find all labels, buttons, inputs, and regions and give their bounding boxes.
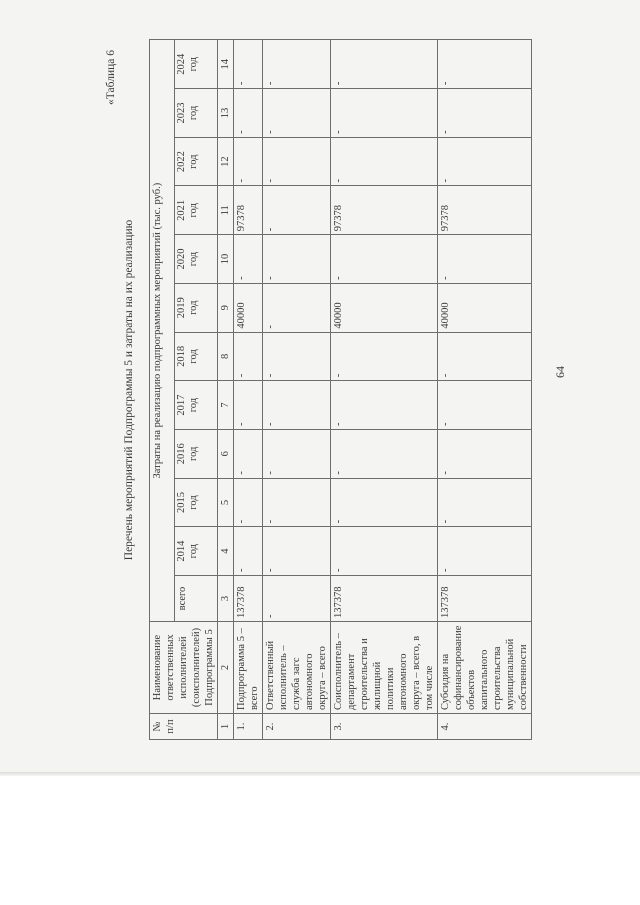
header-year-2014: 2014 год: [175, 527, 218, 576]
document-title: Перечень мероприятий Подпрограммы 5 и затраты на их реализацию: [123, 219, 135, 561]
column-number: 1: [218, 714, 234, 740]
column-number: 14: [218, 40, 234, 89]
cell-2021: 97378: [234, 186, 263, 235]
header-name: Наименование ответственных исполнителей (соисполнителей) Подпрограммы 5: [150, 622, 218, 714]
cell-2016: -: [263, 429, 331, 478]
table-row: [263, 40, 331, 740]
column-number: 3: [218, 576, 234, 622]
column-number: 7: [218, 381, 234, 430]
cell-2017: -: [263, 381, 331, 430]
cell-2019: 40000: [438, 283, 532, 332]
cell-2018: -: [438, 332, 532, 381]
cell-2015: -: [331, 478, 438, 527]
row-name: Соисполнитель – департамент строительства и жилищной политики автономного округа – всего, в том числе: [331, 622, 438, 714]
cell-2024: -: [234, 40, 263, 89]
cell-2016: -: [331, 429, 438, 478]
column-number: 11: [218, 186, 234, 235]
header-year-2023: 2023 год: [175, 89, 218, 138]
header-year-2015: 2015 год: [175, 478, 218, 527]
header-year-2021: 2021 год: [175, 186, 218, 235]
costs-table: [149, 39, 532, 740]
cell-2014: -: [234, 527, 263, 576]
row-name: Субсидия на софинансирование объектов капитального строительства муниципальной собственности: [438, 622, 532, 714]
header-year-2016: 2016 год: [175, 429, 218, 478]
cell-2014: -: [438, 527, 532, 576]
row-name: Подпрограмма 5 – всего: [234, 622, 263, 714]
cell-2020: -: [438, 235, 532, 284]
cell-2022: -: [234, 137, 263, 186]
cell-2017: -: [331, 381, 438, 430]
cell-2017: -: [438, 381, 532, 430]
cell-2016: -: [438, 429, 532, 478]
header-no: № п/п: [150, 714, 218, 740]
cell-2021: 97378: [331, 186, 438, 235]
header-total: всего: [175, 576, 218, 622]
cell-2015: -: [263, 478, 331, 527]
rotated-content: [105, 40, 605, 740]
cell-2018: -: [331, 332, 438, 381]
column-number: 2: [218, 622, 234, 714]
cell-2016: -: [234, 429, 263, 478]
cell-2020: -: [234, 235, 263, 284]
row-total: -: [263, 576, 331, 622]
row-total: 137378: [234, 576, 263, 622]
cell-2018: -: [263, 332, 331, 381]
table-label: «Таблица 6: [105, 50, 117, 105]
column-number: 13: [218, 89, 234, 138]
row-name: Ответственный исполнитель – служба загс автономного округа – всего: [263, 622, 331, 714]
cell-2014: -: [263, 527, 331, 576]
column-numbers-row: [218, 40, 234, 740]
page-edge-shadow: [0, 772, 640, 776]
cell-2020: -: [263, 235, 331, 284]
cell-2022: -: [438, 137, 532, 186]
cell-2018: -: [234, 332, 263, 381]
row-number: 4.: [438, 714, 532, 740]
column-number: 5: [218, 478, 234, 527]
cell-2023: -: [263, 89, 331, 138]
column-number: 12: [218, 137, 234, 186]
row-total: 137378: [438, 576, 532, 622]
cell-2023: -: [331, 89, 438, 138]
table-row: [234, 40, 263, 740]
header-year-2017: 2017 год: [175, 381, 218, 430]
cell-2019: 40000: [234, 283, 263, 332]
row-number: 2.: [263, 714, 331, 740]
cell-2019: 40000: [331, 283, 438, 332]
column-number: 8: [218, 332, 234, 381]
row-total: 137378: [331, 576, 438, 622]
header-year-2024: 2024 год: [175, 40, 218, 89]
row-number: 1.: [234, 714, 263, 740]
cell-2017: -: [234, 381, 263, 430]
cell-2021: 97378: [438, 186, 532, 235]
header-row-1: [150, 40, 175, 740]
column-number: 10: [218, 235, 234, 284]
cell-2023: -: [234, 89, 263, 138]
column-number: 4: [218, 527, 234, 576]
cell-2024: -: [331, 40, 438, 89]
header-year-2022: 2022 год: [175, 137, 218, 186]
column-number: 6: [218, 429, 234, 478]
cell-2024: -: [438, 40, 532, 89]
cell-2023: -: [438, 89, 532, 138]
table-row: [438, 40, 532, 740]
cell-2024: -: [263, 40, 331, 89]
row-number: 3.: [331, 714, 438, 740]
header-year-2018: 2018 год: [175, 332, 218, 381]
column-number: 9: [218, 283, 234, 332]
cell-2022: -: [331, 137, 438, 186]
header-costs-group: Затраты на реализацию подпрограммных мероприятий (тыс. руб.): [150, 40, 175, 622]
cell-2019: -: [263, 283, 331, 332]
cell-2020: -: [331, 235, 438, 284]
cell-2021: -: [263, 186, 331, 235]
table-row: [331, 40, 438, 740]
cell-2014: -: [331, 527, 438, 576]
header-year-2019: 2019 год: [175, 283, 218, 332]
cell-2015: -: [438, 478, 532, 527]
page-number: 64: [553, 366, 567, 378]
cell-2015: -: [234, 478, 263, 527]
cell-2022: -: [263, 137, 331, 186]
header-year-2020: 2020 год: [175, 235, 218, 284]
